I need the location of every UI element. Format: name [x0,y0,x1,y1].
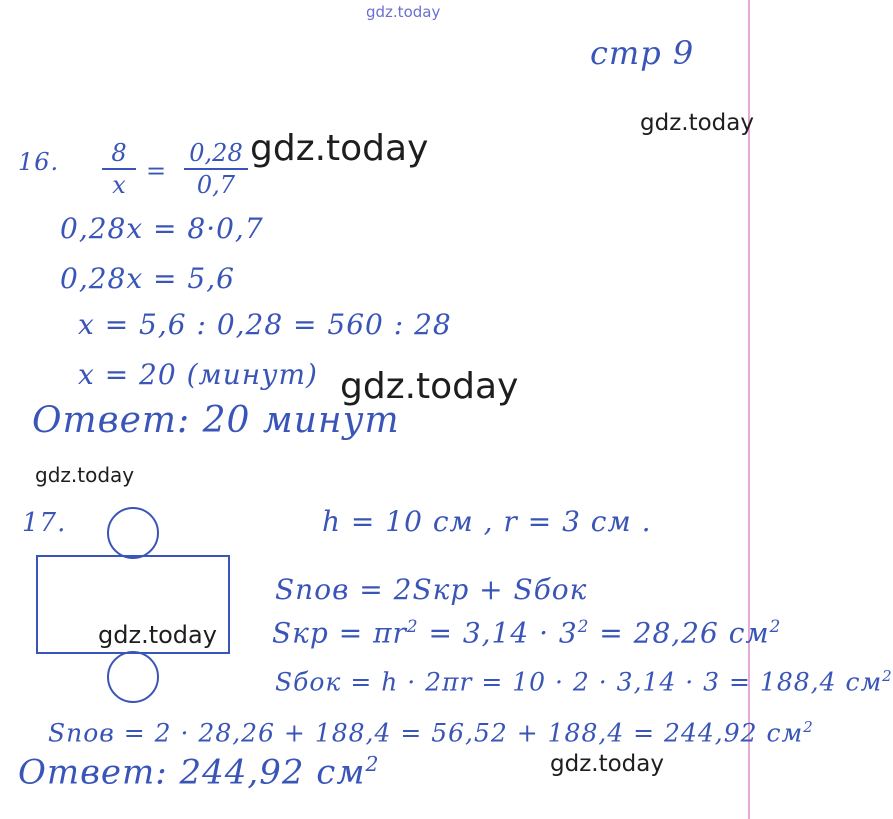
task17-line2 [272,616,781,649]
task17-line4 [48,718,814,747]
fraction-numerator: 0,28 [189,139,243,167]
line2-mid: = 3,14 · 3 [418,616,578,650]
watermark-task16-mid: gdz.today [340,366,519,407]
task16-answer: Ответ: 20 минут [32,400,400,441]
exponent: 2 [365,752,380,776]
task17-line3 [275,667,893,696]
exponent: 2 [882,667,893,685]
task16-line4: x = 20 (минут) [78,358,318,391]
task16-line2: 0,28x = 5,6 [60,262,235,295]
task17-given: h = 10 см , r = 3 см . [322,505,652,538]
task17-answer [18,752,380,792]
task16-equals: = [146,157,168,185]
line3-base: Sбок = h · 2πr = 10 · 2 · 3,14 · 3 = 188,4 см [275,667,883,697]
bottom-base-circle [108,652,158,702]
answer-base: Ответ: 244,92 см [18,752,366,793]
watermark-left-mid: gdz.today [35,463,135,487]
exponent: 2 [769,616,782,636]
task16-line1: 0,28x = 8·0,7 [60,212,264,245]
exponent: 2 [577,616,590,636]
fraction-denominator: 0,7 [196,171,236,199]
exponent: 2 [406,616,419,636]
line2-base: Sкр = πr [272,616,407,650]
task16-line3: x = 5,6 : 0,28 = 560 : 28 [78,308,452,341]
lateral-surface-rectangle [37,556,229,653]
top-base-circle [108,508,158,558]
page-number-label: стр 9 [590,34,695,72]
line4-base: Sпов = 2 · 28,26 + 188,4 = 56,52 + 188,4 = 244,92 см [48,718,804,748]
watermark-top: gdz.today [366,3,441,21]
task16-number: 16. [18,148,60,176]
watermark-right-upper: gdz.today [640,110,754,136]
watermark-bottom-right: gdz.today [550,751,664,777]
task17-line1: Sпов = 2Sкр + Sбок [275,573,588,606]
watermark-drawing: gdz.today [98,621,217,649]
fraction-numerator: 8 [111,139,127,167]
task17-number: 17. [22,508,67,538]
line2-tail: = 28,26 см [589,616,770,650]
fraction-denominator: x [112,171,126,199]
exponent: 2 [803,718,814,736]
watermark-task16-header: gdz.today [250,128,429,169]
